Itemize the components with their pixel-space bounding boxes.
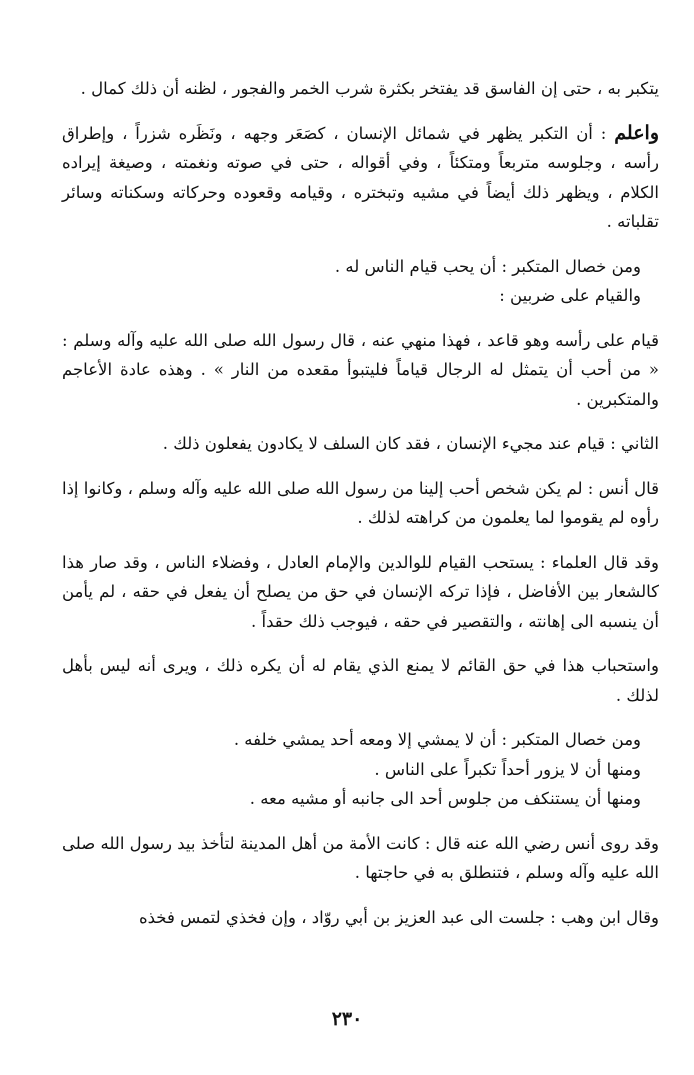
list-line: ومن خصال المتكبر : أن لا يمشي إلا ومعه أحد يمشي خلفه . (233, 730, 641, 749)
paragraph-standing-second (62, 429, 659, 459)
list-line: ومنها أن يستنكف من جلوس أحد الى جانبه أو مشيه معه . (249, 789, 641, 808)
paragraph-know (62, 119, 659, 237)
paragraph-recommendation (62, 651, 659, 710)
list-line: ومنها أن لا يزور أحداً تكبراً على الناس . (374, 759, 641, 779)
paragraph-text: وقال ابن وهب : جلست الى عبد العزيز بن أبي روّاد ، وإن فخذي لتمس فخذه (139, 907, 659, 927)
list-line: ومن خصال المتكبر : أن يحب قيام الناس له . (334, 256, 641, 276)
paragraph-anas (62, 474, 659, 533)
paragraph-scholars (62, 548, 659, 637)
page-number: ٢٣٠ (331, 1008, 363, 1030)
paragraph-text: يتكبر به ، حتى إن الفاسق قد يفتخر بكثرة شرب الخمر والفجور ، لظنه أن ذلك كمال . (80, 79, 659, 98)
paragraph-ibn-wahb (62, 903, 659, 933)
paragraph-text: وقد روى أنس رضي الله عنه قال : كانت الأمة من أهل المدينة لتأخذ بيد رسول الله صلى الله عليه وآله وسلم ، فتنطلق به في حاجتها . (62, 833, 659, 882)
paragraph-anas-narration (62, 829, 659, 888)
paragraph-text: قيام على رأسه وهو قاعد ، فهذا منهي عنه ، قال رسول الله صلى الله عليه وآله وسلم : « من أحب أن يتمثل له الرجال قياماً فليتبوأ مقعده من النار » . وهذه عادة الأعاجم والمتكبرين . (62, 330, 659, 409)
list-line: والقيام على ضربين : (499, 286, 641, 305)
page-body (62, 74, 659, 947)
walking-traits-list (62, 725, 659, 814)
paragraph-text: قال أنس : لم يكن شخص أحب إلينا من رسول الله صلى الله عليه وآله وسلم ، وكانوا إذا رأوه لم يقوموا لما يعلمون من كراهته لذلك . (62, 478, 659, 527)
paragraph-1 (62, 74, 659, 104)
paragraph-lead-word: واعلم (614, 121, 659, 144)
paragraph-text: واستحباب هذا في حق القائم لا يمنع الذي يقام له أن يكره ذلك ، ويرى أنه ليس بأهل لذلك . (62, 656, 659, 705)
standing-intro-list (62, 252, 659, 311)
paragraph-text: : أن التكبر يظهر في شمائل الإنسان ، كصَعَر وجهه ، ونَظَره شزراً ، وإطراق رأسه ، وجلوسه متربعاً ومتكئاً ، وفي أقواله ، حتى في صوته ونغمته ، وصيغة إيراده الكلام ، ويظهر ذلك أيضاً في مشيه وتبختره ، وقيامه وقعوده وحركاته وسكناته وسائر تقلباته . (62, 123, 659, 231)
paragraph-standing-first (62, 326, 659, 415)
paragraph-text: الثاني : قيام عند مجيء الإنسان ، فقد كان السلف لا يكادون يفعلون ذلك . (162, 434, 659, 453)
paragraph-text: وقد قال العلماء : يستحب القيام للوالدين والإمام العادل ، وفضلاء الناس ، وقد صار هذا كالشعار بين الأفاضل ، فإذا تركه الإنسان في حق من يصلح أن يفعل في حقه ، لم يأمن أن ينسبه الى إهانته ، والتقصير في حقه ، فيوجب ذلك حقداً . (62, 552, 659, 631)
